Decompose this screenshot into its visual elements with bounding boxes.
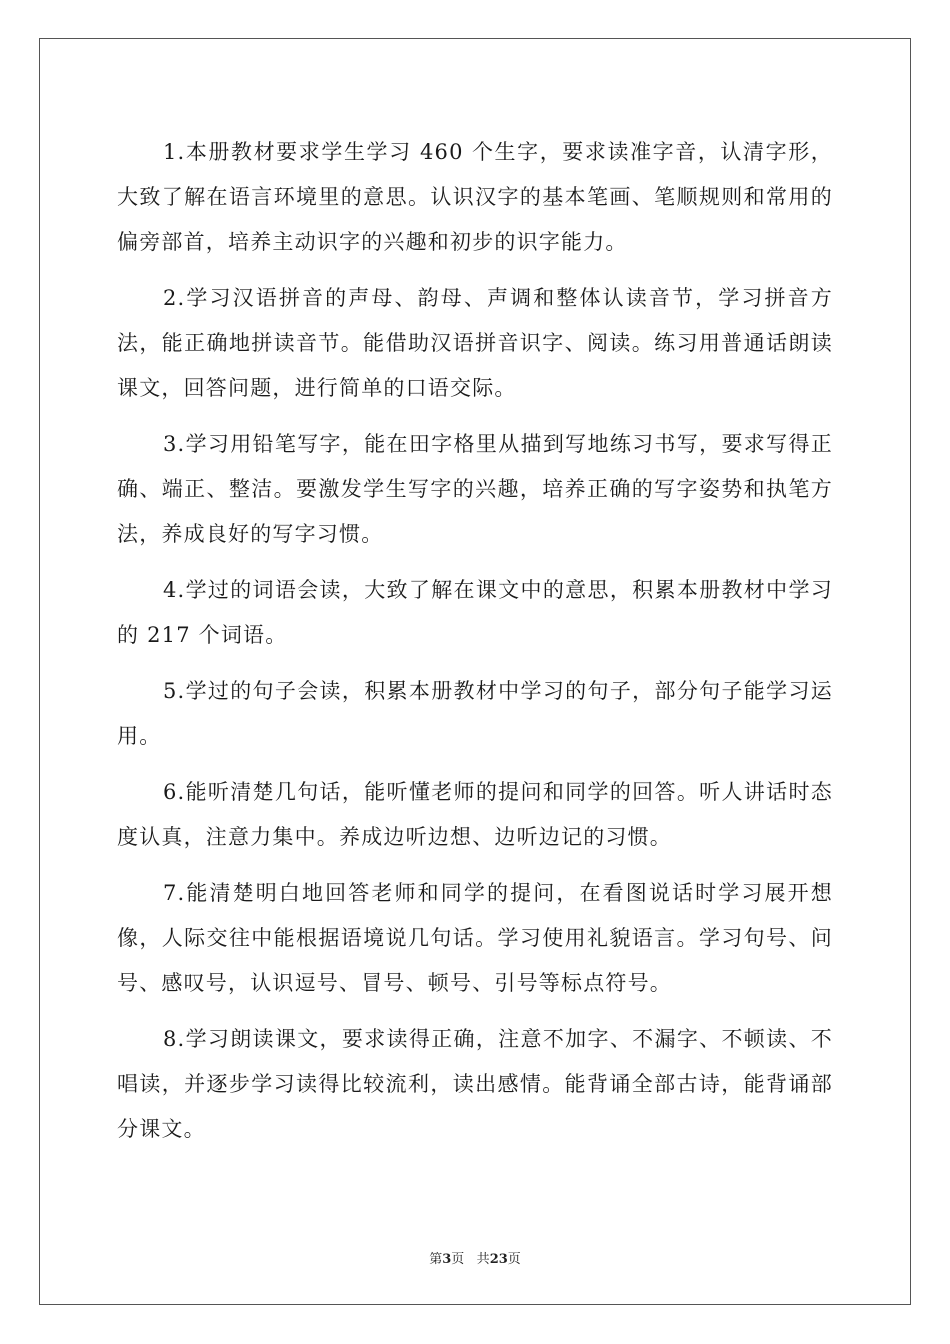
page-footer bbox=[0, 1248, 950, 1267]
paragraph-6: 6.能听清楚几句话，能听懂老师的提问和同学的回答。听人讲话时态度认真，注意力集中。养成边听边想、边听边记的习惯。 bbox=[117, 780, 833, 849]
page-prefix: 第 bbox=[429, 1252, 443, 1267]
paragraph-3: 3.学习用铅笔写字，能在田字格里从描到写地练习书写，要求写得正确、端正、整洁。要激发学生写字的兴趣，培养正确的写字姿势和执笔方法，养成良好的写字习惯。 bbox=[117, 432, 833, 546]
paragraph-2: 2.学习汉语拼音的声母、韵母、声调和整体认读音节，学习拼音方法，能正确地拼读音节。能借助汉语拼音识字、阅读。练习用普通话朗读课文，回答问题，进行简单的口语交际。 bbox=[117, 286, 833, 400]
page-suffix: 页 bbox=[451, 1252, 465, 1267]
paragraph-8: 8.学习朗读课文，要求读得正确，注意不加字、不漏字、不顿读、不唱读，并逐步学习读得比较流利，读出感情。能背诵全部古诗，能背诵部分课文。 bbox=[117, 1027, 833, 1141]
document-body bbox=[117, 130, 833, 1163]
page-number: 3 bbox=[442, 1252, 452, 1267]
total-suffix: 页 bbox=[507, 1252, 521, 1267]
total-prefix: 共 bbox=[476, 1252, 490, 1267]
paragraph-7: 7.能清楚明白地回答老师和同学的提问，在看图说话时学习展开想像，人际交往中能根据语境说几句话。学习使用礼貌语言。学习句号、问号、感叹号，认识逗号、冒号、顿号、引号等标点符号。 bbox=[117, 881, 833, 995]
paragraph-1: 1.本册教材要求学生学习 460 个生字，要求读准字音，认清字形，大致了解在语言环境里的意思。认识汉字的基本笔画、笔顺规则和常用的偏旁部首，培养主动识字的兴趣和初步的识字能力。 bbox=[117, 140, 833, 254]
paragraph-5: 5.学过的句子会读，积累本册教材中学习的句子，部分句子能学习运用。 bbox=[117, 679, 833, 748]
paragraph-4: 4.学过的词语会读，大致了解在课文中的意思，积累本册教材中学习的 217 个词语。 bbox=[117, 578, 833, 647]
total-pages: 23 bbox=[489, 1252, 508, 1267]
